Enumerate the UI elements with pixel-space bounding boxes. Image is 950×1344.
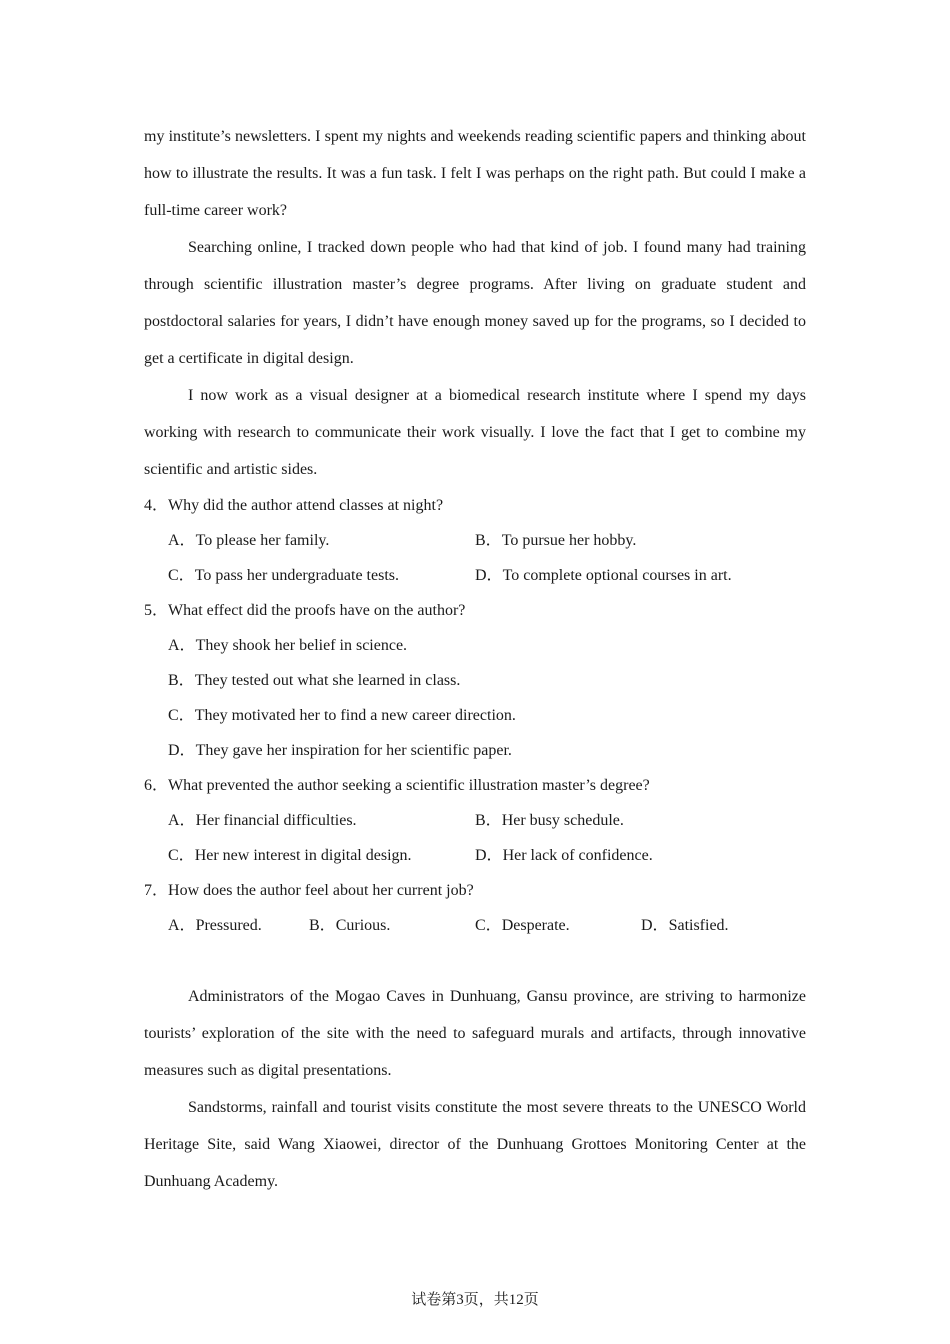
option-b[interactable] <box>475 803 624 838</box>
question-5 <box>144 593 806 628</box>
option-b[interactable] <box>168 663 460 698</box>
option-a[interactable] <box>168 803 357 838</box>
exam-page-content <box>144 118 806 1200</box>
option-letter: A． <box>168 637 196 654</box>
passage-paragraph: Sandstorms, rainfall and tourist visits constitute the most severe threats to the UNESCO World Heritage Site, said Wang Xiaowei, director of the Dunhuang Grottoes Monitoring Center at the Dunhuang Academy. <box>144 1099 806 1190</box>
option-letter: C． <box>168 847 195 864</box>
option-letter: A． <box>168 812 196 829</box>
option-text: They motivated her to find a new career direction. <box>194 707 516 724</box>
option-a[interactable] <box>168 628 407 663</box>
option-text: Pressured. <box>195 917 262 934</box>
option-letter: D． <box>168 742 196 759</box>
options-row <box>144 523 806 558</box>
passage-paragraph: Searching online, I tracked down people who had that kind of job. I found many had training through scientific illustration master’s degree programs. After living on graduate student and postdoctoral salaries for years, I didn’t have enough money saved up for the programs, so I decided to get a certificate in digital design. <box>144 239 806 367</box>
option-text: To pass her undergraduate tests. <box>194 567 399 584</box>
page-footer: 试卷第3页，共12页 <box>411 1292 539 1308</box>
options-row <box>144 803 806 838</box>
option-b[interactable] <box>475 523 636 558</box>
passage-paragraph: Administrators of the Mogao Caves in Dunhuang, Gansu province, are striving to harmonize tourists’ exploration of the site with the need to safeguard murals and artifacts, through innovative measures such as digital presentations. <box>144 988 806 1079</box>
question-6 <box>144 768 806 803</box>
option-c[interactable] <box>168 698 516 733</box>
option-letter: B． <box>168 672 195 689</box>
option-letter: D． <box>641 917 669 934</box>
section-gap <box>144 943 806 978</box>
option-text: They gave her inspiration for her scientific paper. <box>195 742 512 759</box>
option-text: Satisfied. <box>668 917 729 934</box>
options-row <box>144 558 806 593</box>
question-number: 5． <box>144 602 169 619</box>
option-letter: B． <box>309 917 336 934</box>
option-text: Her busy schedule. <box>501 812 624 829</box>
option-b[interactable] <box>309 908 390 943</box>
option-text: To complete optional courses in art. <box>502 567 732 584</box>
option-letter: C． <box>168 707 195 724</box>
question-4 <box>144 488 806 523</box>
question-text: Why did the author attend classes at night? <box>168 497 444 514</box>
passage-paragraph: I now work as a visual designer at a biomedical research institute where I spend my days working with research to communicate their work visually. I love the fact that I get to combine my scientific and artistic sides. <box>144 387 806 478</box>
options-row <box>144 663 806 698</box>
option-a[interactable] <box>168 523 329 558</box>
option-d[interactable] <box>641 908 729 943</box>
option-text: They shook her belief in science. <box>195 637 408 654</box>
options-row <box>144 838 806 873</box>
option-letter: D． <box>475 567 503 584</box>
options-row <box>144 908 806 943</box>
option-d[interactable] <box>475 558 732 593</box>
question-number: 6． <box>144 777 169 794</box>
question-text: How does the author feel about her current job? <box>168 882 474 899</box>
option-c[interactable] <box>168 838 412 873</box>
option-letter: C． <box>168 567 195 584</box>
option-text: To pursue her hobby. <box>501 532 637 549</box>
question-text: What effect did the proofs have on the author? <box>168 602 466 619</box>
option-text: Her financial difficulties. <box>195 812 357 829</box>
options-row <box>144 628 806 663</box>
option-text: Curious. <box>335 917 391 934</box>
option-a[interactable] <box>168 908 262 943</box>
option-letter: B． <box>475 812 502 829</box>
option-text: They tested out what she learned in class. <box>194 672 461 689</box>
option-d[interactable] <box>475 838 653 873</box>
option-letter: D． <box>475 847 503 864</box>
options-row <box>144 733 806 768</box>
option-c[interactable] <box>475 908 570 943</box>
option-text: Desperate. <box>501 917 570 934</box>
passage-paragraph: my institute’s newsletters. I spent my nights and weekends reading scientific papers and thinking about how to illustrate the results. It was a fun task. I felt I was perhaps on the right path. But could I make a full-time career work? <box>144 128 806 219</box>
option-letter: B． <box>475 532 502 549</box>
question-number: 4． <box>144 497 169 514</box>
option-letter: A． <box>168 532 196 549</box>
question-7 <box>144 873 806 908</box>
option-text: To please her family. <box>195 532 330 549</box>
option-c[interactable] <box>168 558 399 593</box>
option-letter: C． <box>475 917 502 934</box>
option-letter: A． <box>168 917 196 934</box>
question-text: What prevented the author seeking a scientific illustration master’s degree? <box>168 777 650 794</box>
option-text: Her lack of confidence. <box>502 847 653 864</box>
options-row <box>144 698 806 733</box>
option-text: Her new interest in digital design. <box>194 847 412 864</box>
question-number: 7． <box>144 882 169 899</box>
option-d[interactable] <box>168 733 512 768</box>
